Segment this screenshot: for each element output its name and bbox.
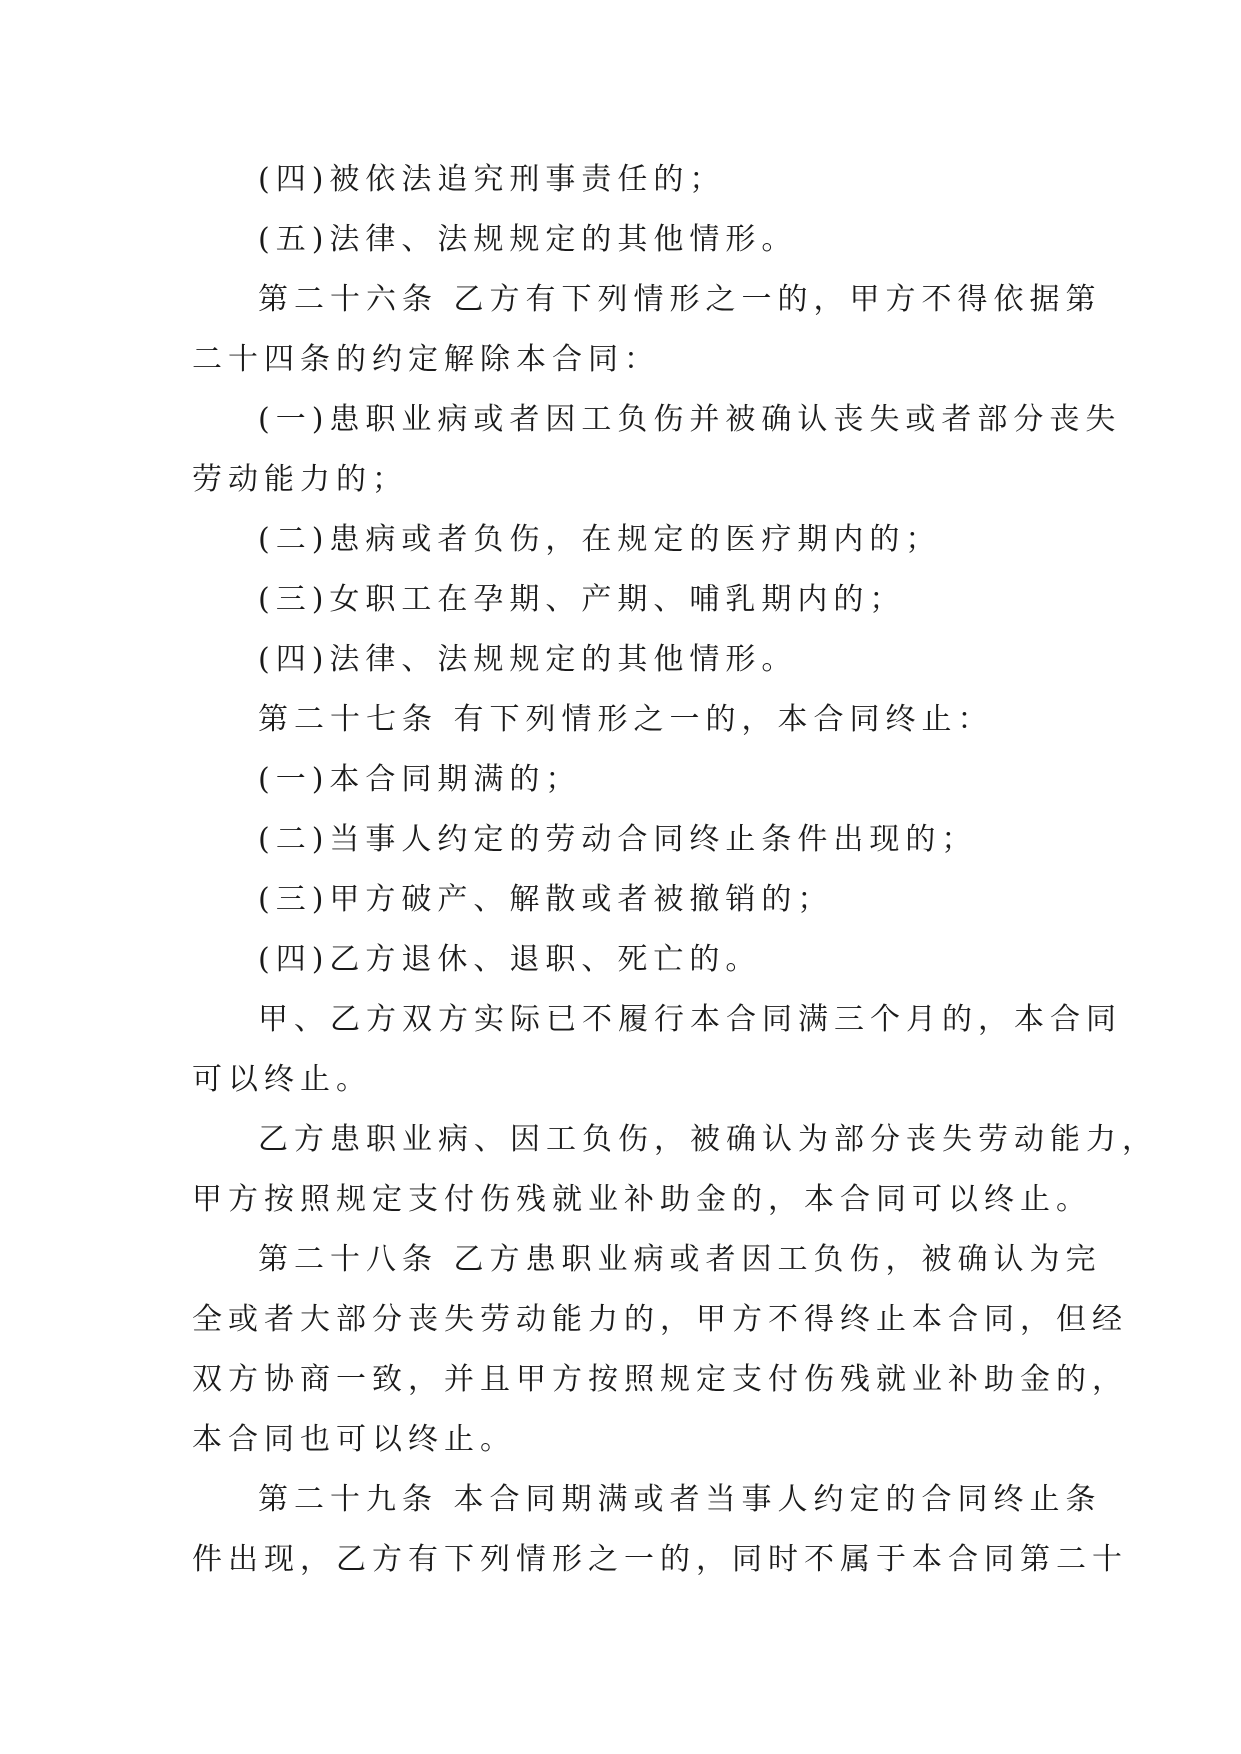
text-line: (一)本合同期满的； <box>258 762 582 797</box>
article-27-heading-line: 第二十七条 有下列情形之一的，本合同终止： <box>258 702 994 737</box>
text-line: 甲方按照规定支付伤残就业补助金的，本合同可以终止。 <box>192 1182 1092 1217</box>
text-line: 二十四条的约定解除本合同： <box>192 342 660 377</box>
text-line: (四)法律、法规规定的其他情形。 <box>258 642 798 677</box>
text-line: 双方协商一致，并且甲方按照规定支付伤残就业补助金的， <box>192 1362 1128 1397</box>
text-line: (二)当事人约定的劳动合同终止条件出现的； <box>258 822 978 857</box>
text-line: (四)被依法追究刑事责任的； <box>258 162 726 197</box>
text-line: 可以终止。 <box>192 1062 372 1097</box>
contract-text-block <box>192 150 1158 1590</box>
text-line: (三)女职工在孕期、产期、哺乳期内的； <box>258 582 906 617</box>
text-line: (二)患病或者负伤，在规定的医疗期内的； <box>258 522 942 557</box>
text-line: (四)乙方退休、退职、死亡的。 <box>258 942 762 977</box>
text-line: (一)患职业病或者因工负伤并被确认丧失或者部分丧失 <box>258 402 1122 437</box>
text-line: 乙方患职业病、因工负伤，被确认为部分丧失劳动能力， <box>258 1122 1158 1157</box>
article-28-heading-line: 第二十八条 乙方患职业病或者因工负伤，被确认为完 <box>258 1242 1102 1277</box>
text-line: 件出现，乙方有下列情形之一的，同时不属于本合同第二十 <box>192 1542 1128 1577</box>
text-line: 本合同也可以终止。 <box>192 1422 516 1457</box>
text-line: (三)甲方破产、解散或者被撤销的； <box>258 882 834 917</box>
text-line: 甲、乙方双方实际已不履行本合同满三个月的，本合同 <box>258 1002 1122 1037</box>
article-29-heading-line: 第二十九条 本合同期满或者当事人约定的合同终止条 <box>258 1482 1102 1517</box>
article-26-heading-line: 第二十六条 乙方有下列情形之一的，甲方不得依据第 <box>258 282 1102 317</box>
text-line: 劳动能力的； <box>192 462 408 497</box>
text-line: 全或者大部分丧失劳动能力的，甲方不得终止本合同，但经 <box>192 1302 1128 1337</box>
text-line: (五)法律、法规规定的其他情形。 <box>258 222 798 257</box>
